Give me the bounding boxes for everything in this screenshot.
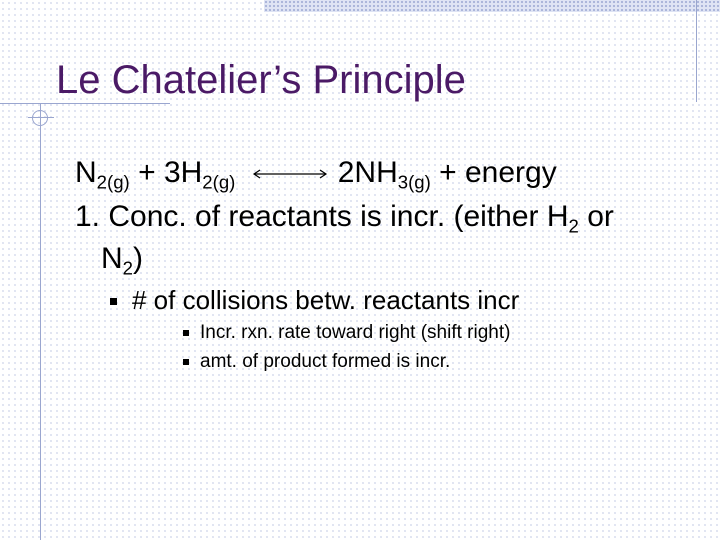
point-1-text-a-sub: 2 [568,215,579,237]
decorative-circle-icon [32,110,48,126]
point-1-text-b-sub: 2 [122,257,134,279]
square-bullet-icon [110,298,117,305]
equation-energy: + energy [430,155,557,189]
slide-title: Le Chatelier’s Principle [56,58,466,102]
equation-reactant-1-sub: 2(g) [96,171,130,193]
decorative-top-band [264,0,720,12]
point-1-text-a: 1. Conc. of reactants is incr. (either H [75,200,569,233]
bullet-collisions: # of collisions betw. reactants incr [132,285,520,315]
point-1-text-b-end: ) [133,242,144,275]
equation-reactant-2: + 3H [129,155,203,189]
square-bullet-icon [183,330,189,336]
equation-reactant-1: N [75,155,97,189]
point-1-line-b [101,242,144,279]
equation-reactant-2-sub: 2(g) [202,171,236,193]
sub-bullet-product: amt. of product formed is incr. [200,351,451,372]
point-1-text-a-end: or [578,200,614,233]
equation-line [75,154,557,194]
equation-product: 2NH [337,155,398,189]
equation-product-sub: 3(g) [397,171,431,193]
decorative-right-line [696,0,697,102]
point-1-text-b: N [101,242,123,275]
decorative-crosshair-line [28,117,54,118]
sub-bullet-rate: Incr. rxn. rate toward right (shift right) [200,322,511,343]
equilibrium-arrow-icon [252,154,328,188]
title-underline [0,103,170,104]
point-1-line-a [75,200,614,237]
decorative-vertical-line [40,104,41,540]
square-bullet-icon [183,359,189,365]
